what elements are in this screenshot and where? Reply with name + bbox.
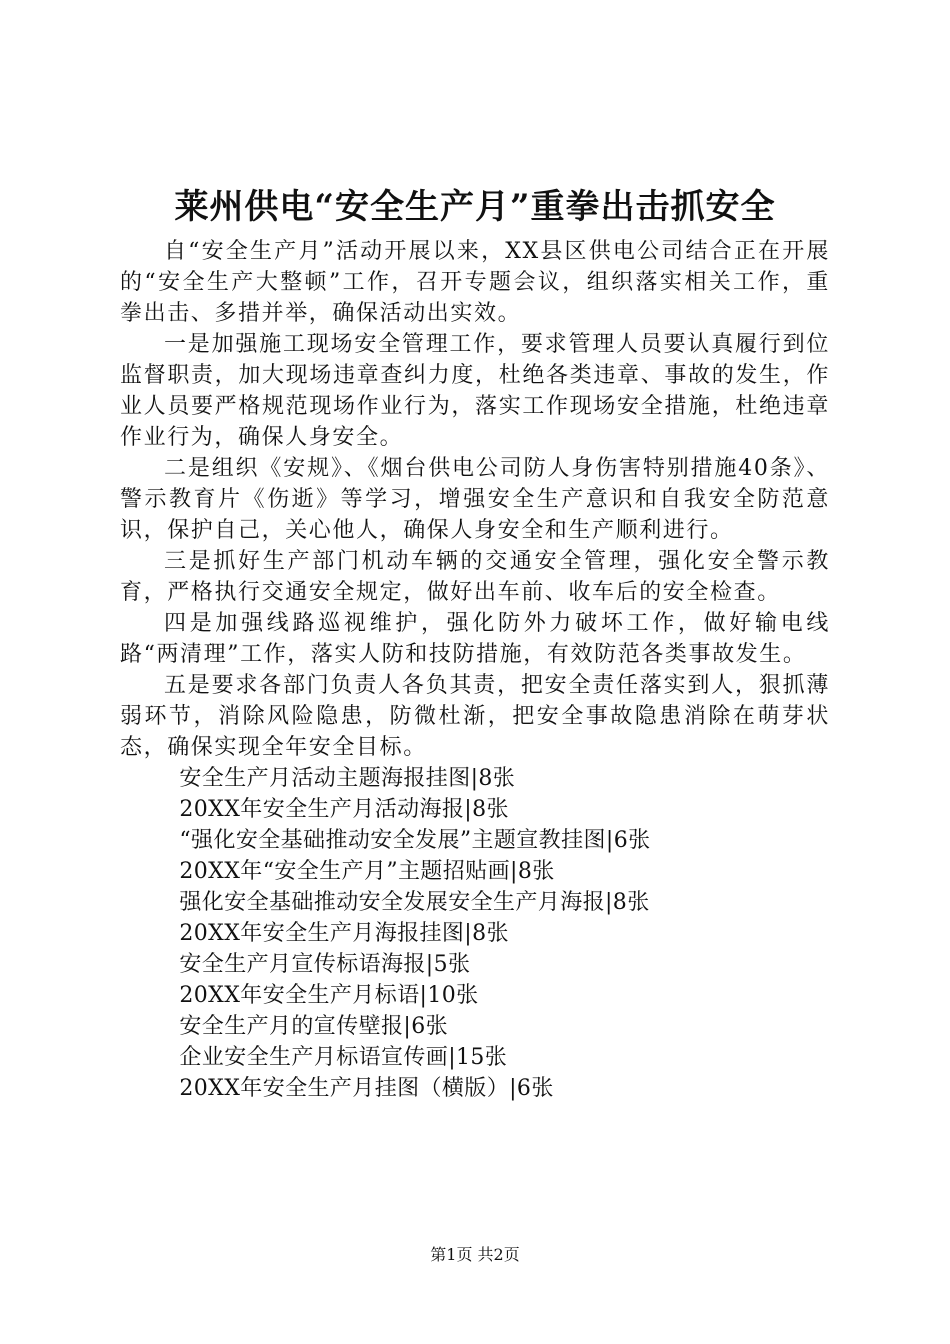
related-links-list bbox=[120, 763, 830, 1104]
document-title: 莱州供电“安全生产月”重拳出击抓安全 bbox=[174, 187, 776, 227]
document-body bbox=[120, 236, 830, 1104]
related-link[interactable]: 安全生产月活动主题海报挂图|8张 bbox=[179, 766, 516, 791]
related-link[interactable]: “强化安全基础推动安全发展”主题宣教挂图|6张 bbox=[179, 828, 651, 853]
related-link[interactable]: 20XX年“安全生产月”主题招贴画|8张 bbox=[179, 859, 555, 884]
related-link[interactable]: 20XX年安全生产月海报挂图|8张 bbox=[179, 921, 509, 946]
related-link[interactable]: 20XX年安全生产月挂图（横版）|6张 bbox=[179, 1076, 554, 1101]
paragraph-point-4: 四是加强线路巡视维护，强化防外力破坏工作，做好输电线路“两清理”工作，落实人防和技防措施，有效防范各类事故发生。 bbox=[120, 611, 830, 667]
related-link[interactable]: 20XX年安全生产月标语|10张 bbox=[179, 983, 479, 1008]
paragraph-point-2: 二是组织《安规》、《烟台供电公司防人身伤害特别措施40条》、警示教育片《伤逝》等学习，增强安全生产意识和自我安全防范意识，保护自己，关心他人，确保人身安全和生产顺利进行。 bbox=[120, 456, 830, 543]
related-link[interactable]: 强化安全基础推动安全发展安全生产月海报|8张 bbox=[179, 890, 650, 915]
related-link[interactable]: 企业安全生产月标语宣传画|15张 bbox=[179, 1045, 508, 1070]
paragraph-point-3: 三是抓好生产部门机动车辆的交通安全管理，强化安全警示教育，严格执行交通安全规定，做好出车前、收车后的安全检查。 bbox=[120, 549, 830, 605]
paragraph-point-5: 五是要求各部门负责人各负其责，把安全责任落实到人，狠抓薄弱环节，消除风险隐患，防微杜渐，把安全事故隐患消除在萌芽状态，确保实现全年安全目标。 bbox=[120, 673, 830, 760]
page-footer: 第1页 共2页 bbox=[430, 1245, 520, 1264]
paragraph-intro: 自“安全生产月”活动开展以来，XX县区供电公司结合正在开展的“安全生产大整顿”工作，召开专题会议，组织落实相关工作，重拳出击、多措并举，确保活动出实效。 bbox=[120, 239, 830, 326]
paragraph-point-1: 一是加强施工现场安全管理工作，要求管理人员要认真履行到位监督职责，加大现场违章查纠力度，杜绝各类违章、事故的发生，作业人员要严格规范现场作业行为，落实工作现场安全措施，杜绝违章作业行为，确保人身安全。 bbox=[120, 332, 830, 450]
related-link[interactable]: 安全生产月的宣传壁报|6张 bbox=[179, 1014, 449, 1039]
related-link[interactable]: 20XX年安全生产月活动海报|8张 bbox=[179, 797, 509, 822]
related-link[interactable]: 安全生产月宣传标语海报|5张 bbox=[179, 952, 471, 977]
